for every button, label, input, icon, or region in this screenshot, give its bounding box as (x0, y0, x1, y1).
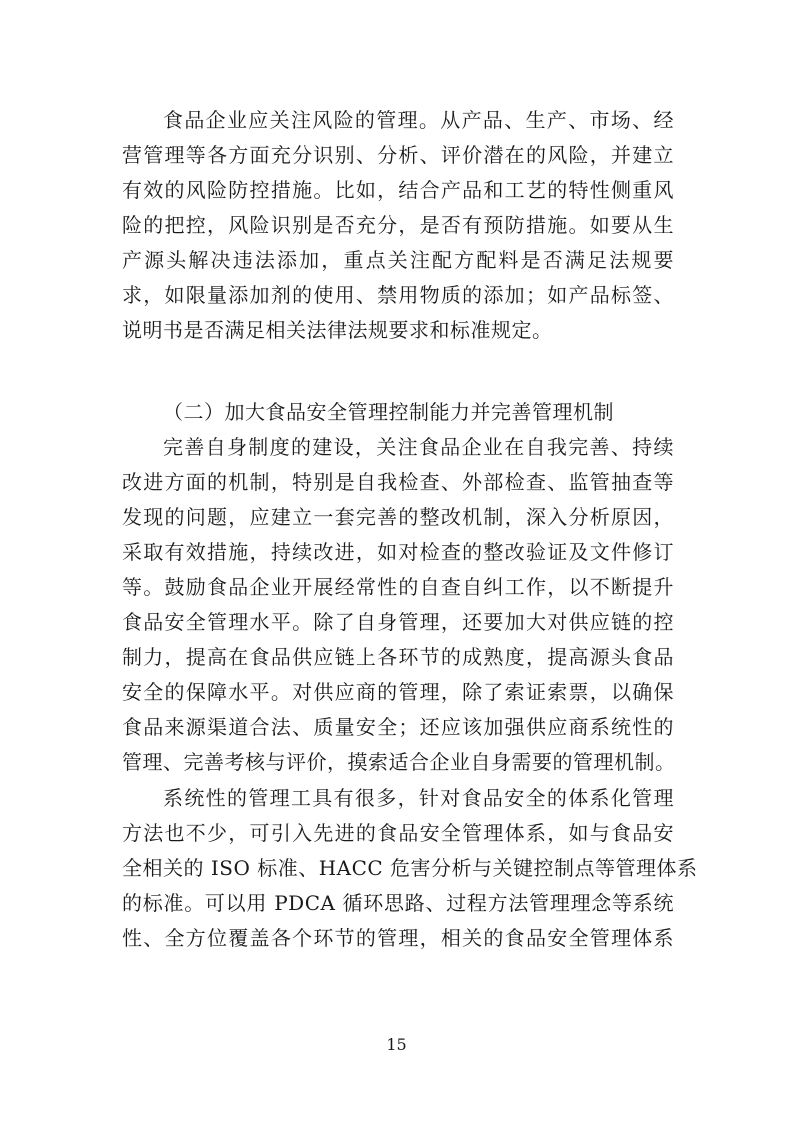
paragraph-1-line-4: 险的把控，风险识别是否充分，是否有预防措施。如要从生 (122, 213, 674, 237)
paragraph-2-line-3: 发现的问题，应建立一套完善的整改机制，深入分析原因， (122, 505, 674, 529)
paragraph-2-line-6: 食品安全管理水平。除了自身管理，还要加大对供应链的控 (122, 610, 674, 634)
paragraph-3-line-5: 性、全方位覆盖各个环节的管理，相关的食品安全管理体系 (122, 926, 674, 950)
paragraph-2-line-2: 改进方面的机制，特别是自我检查、外部检查、监管抽查等 (122, 470, 674, 494)
paragraph-3-line-3: 全相关的 ISO 标准、HACC 危害分析与关键控制点等管理体系 (122, 856, 698, 880)
paragraph-2-line-5: 等。鼓励食品企业开展经常性的自查自纠工作，以不断提升 (122, 575, 674, 599)
paragraph-1-line-1: 食品企业应关注风险的管理。从产品、生产、市场、经 (163, 108, 674, 132)
paragraph-3-line-1: 系统性的管理工具有很多，针对食品安全的体系化管理 (163, 786, 674, 810)
paragraph-2-line-8: 安全的保障水平。对供应商的管理，除了索证索票，以确保 (122, 680, 674, 704)
paragraph-3-line-2: 方法也不少，可引入先进的食品安全管理体系，如与食品安 (122, 821, 674, 845)
paragraph-2-line-9: 食品来源渠道合法、质量安全；还应该加强供应商系统性的 (122, 715, 674, 739)
paragraph-2-line-10: 管理、完善考核与评价，摸索适合企业自身需要的管理机制。 (122, 750, 676, 774)
page-number: 15 (386, 1035, 407, 1054)
paragraph-1-line-3: 有效的风险防控措施。比如，结合产品和工艺的特性侧重风 (122, 178, 674, 202)
paragraph-2-line-1: 完善自身制度的建设，关注食品企业在自我完善、持续 (163, 435, 674, 459)
paragraph-3-line-4: 的标准。可以用 PDCA 循环思路、过程方法管理理念等系统 (122, 891, 674, 915)
paragraph-1-line-2: 营管理等各方面充分识别、分析、评价潜在的风险，并建立 (122, 143, 674, 167)
paragraph-2-line-4: 采取有效措施，持续改进，如对检查的整改验证及文件修订 (122, 540, 674, 564)
paragraph-1-line-6: 求，如限量添加剂的使用、禁用物质的添加；如产品标签、 (122, 283, 674, 307)
paragraph-1-line-5: 产源头解决违法添加，重点关注配方配料是否满足法规要 (122, 248, 674, 272)
paragraph-1-line-7: 说明书是否满足相关法律法规要求和标准规定。 (122, 318, 553, 342)
section-heading: （二）加大食品安全管理控制能力并完善管理机制 (163, 400, 614, 424)
paragraph-2-line-7: 制力，提高在食品供应链上各环节的成熟度，提高源头食品 (122, 645, 674, 669)
